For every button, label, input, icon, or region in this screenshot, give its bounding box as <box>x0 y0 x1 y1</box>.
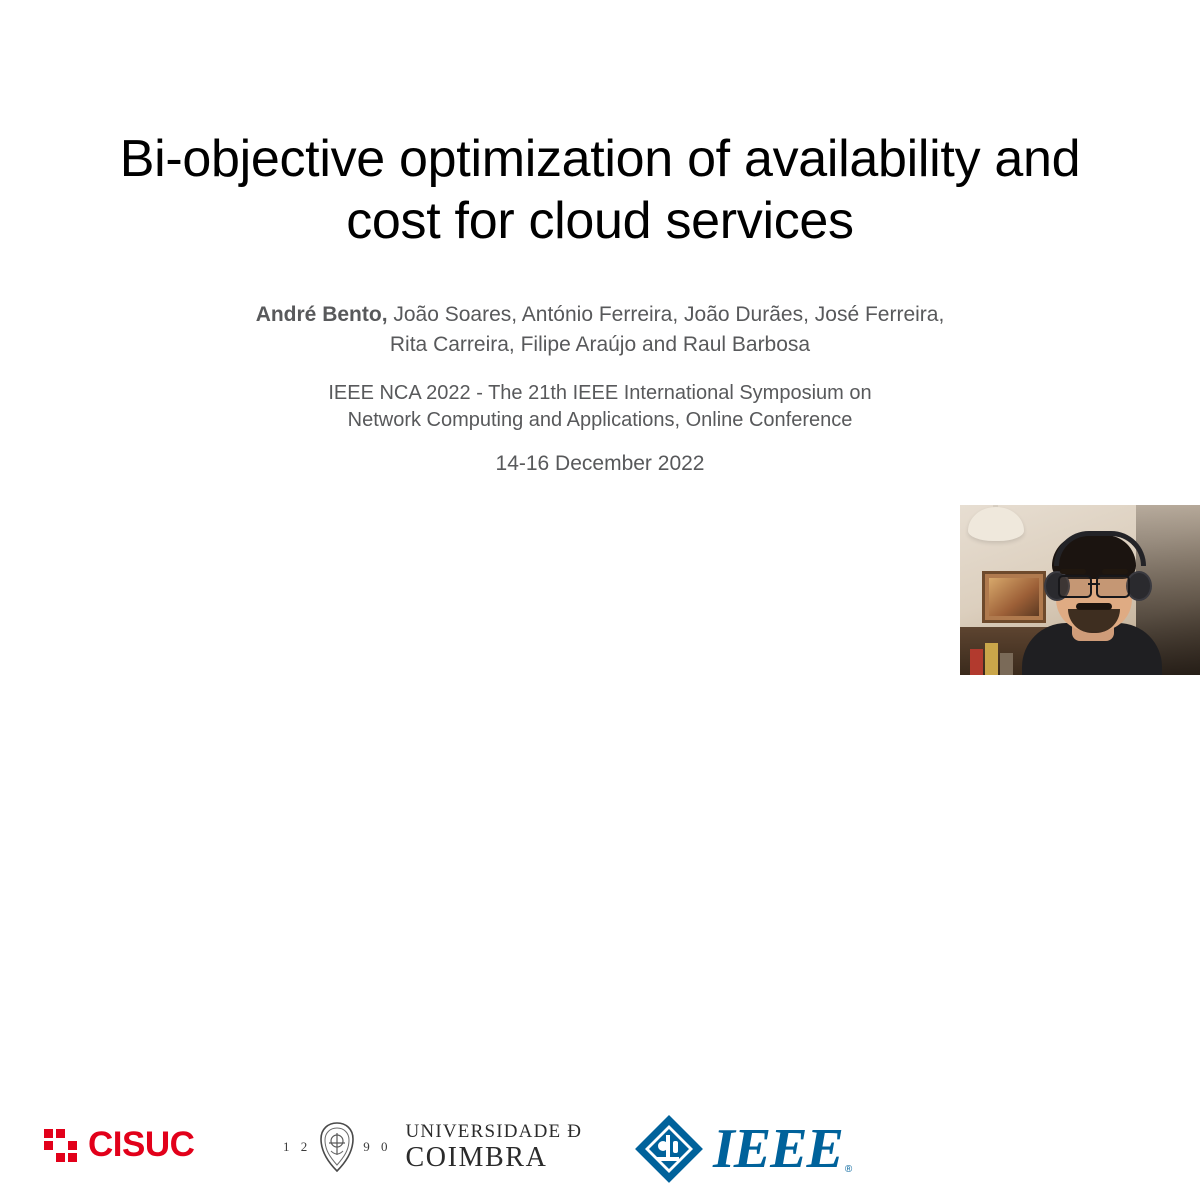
cisuc-squares-icon <box>44 1129 77 1162</box>
uc-year-right: 9 0 <box>363 1139 392 1154</box>
wall-picture-image <box>989 578 1039 616</box>
date-text: 14-16 December 2022 <box>495 452 705 475</box>
presenter-eyebrow-right <box>1102 569 1128 574</box>
eyeglass-lens-right <box>1096 575 1130 598</box>
ieee-logo <box>633 1113 852 1185</box>
eyeglass-lens-left <box>1058 575 1092 598</box>
uc-seal-icon <box>315 1121 359 1173</box>
uc-wordmark-line-1: UNIVERSIDADE Ð <box>405 1121 583 1142</box>
eyeglasses-icon <box>1058 575 1130 595</box>
authors-line-2: Rita Carreira, Filipe Araújo and Raul Barbosa <box>389 333 811 356</box>
logo-row <box>0 555 960 1180</box>
authors-line-1-rest: João Soares, António Ferreira, João Durães, José Ferreira, <box>387 303 945 326</box>
cisuc-logo <box>44 1127 194 1163</box>
presentation-date <box>60 450 1140 478</box>
uc-year-left: 1 2 <box>283 1139 312 1154</box>
title-line-2: cost for cloud services <box>346 192 854 250</box>
conference-line-2: Network Computing and Applications, Online Conference <box>347 409 853 431</box>
title-line-1: Bi-objective optimization of availability and <box>119 130 1081 188</box>
cisuc-wordmark: CISUC <box>88 1125 195 1164</box>
page-title <box>60 128 1140 252</box>
conference-line-1: IEEE NCA 2022 - The 21th IEEE International Symposium on <box>328 382 872 404</box>
ieee-diamond-icon <box>633 1113 705 1185</box>
universidade-de-coimbra-logo <box>283 1121 582 1173</box>
ieee-registered-mark: ® <box>844 1164 853 1175</box>
conference-info <box>60 380 1140 434</box>
book <box>970 649 983 675</box>
uc-wordmark-line-2: COIMBRA <box>405 1142 548 1173</box>
presenter-webcam-overlay[interactable] <box>960 505 1200 675</box>
book <box>985 643 998 675</box>
authors-line-1 <box>60 300 1140 330</box>
presenter-eyebrow-left <box>1060 569 1086 574</box>
presenting-author: André Bento, <box>255 303 388 326</box>
ieee-wordmark: IEEE <box>713 1118 843 1180</box>
book <box>1000 653 1013 675</box>
wall-picture-frame <box>982 571 1046 623</box>
authors-list <box>60 300 1140 360</box>
